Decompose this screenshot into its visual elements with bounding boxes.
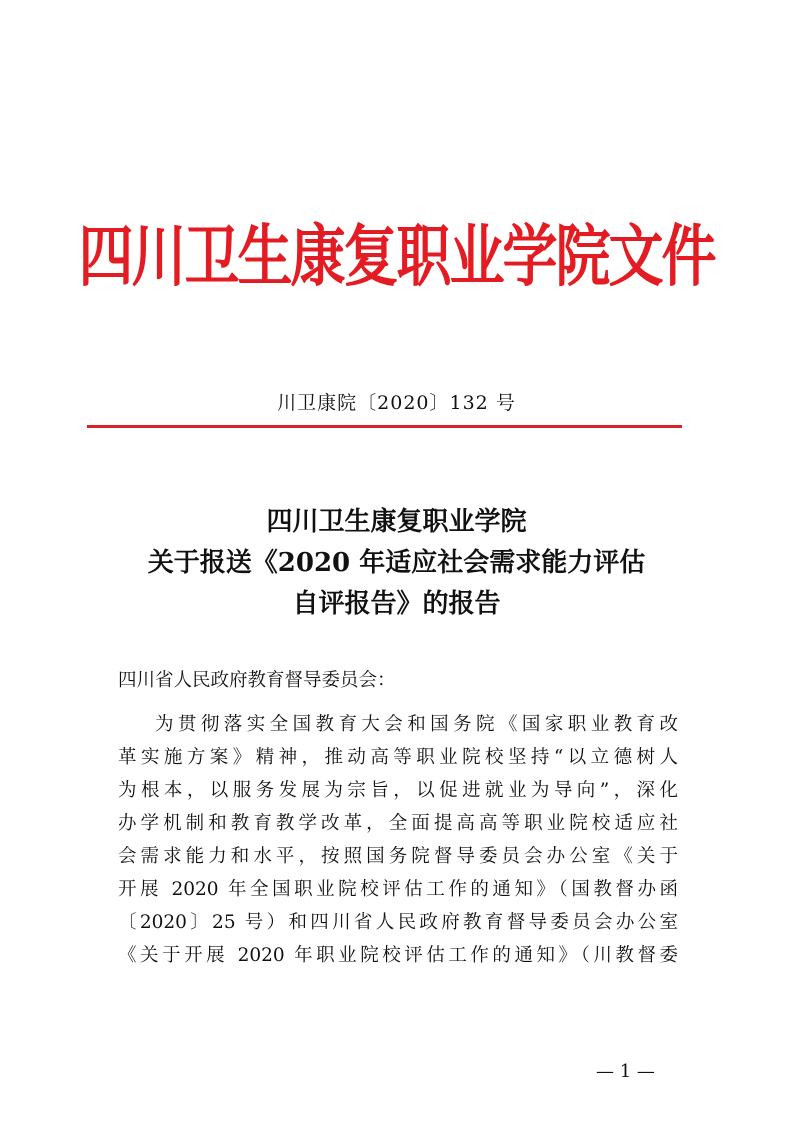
page-number: — 1 — [596,1061,655,1082]
report-title-line: 自评报告》的报告 [292,589,501,619]
body-line: 《关于开展 2020 年职业院校评估工作的通知》（川教督委 [118,945,678,966]
body-line: 〔2020〕25 号）和四川省人民政府教育督导委员会办公室 [118,912,678,933]
body-line: 办学机制和教育教学改革，全面提高高等职业院校适应社 [118,813,678,834]
report-title [0,502,793,625]
body-line: 为根本，以服务发展为宗旨，以促进就业为导向”，深化 [118,780,678,801]
salutation: 四川省人民政府教育督导委员会： [118,670,396,691]
document-number: 川卫康院〔2020〕132 号 [277,392,516,414]
report-title-line: 关于报送《2020 年适应社会需求能力评估 [147,548,646,578]
body-line: 为贯彻落实全国教育大会和国务院《国家职业教育改 [155,714,678,735]
body-line: 革实施方案》精神，推动高等职业院校坚持“以立德树人 [118,747,678,768]
body-line: 开展 2020 年全国职业院校评估工作的通知》（国教督办函 [118,879,678,900]
body-paragraph [118,708,678,972]
body-line: 会需求能力和水平，按照国务院督导委员会办公室《关于 [118,846,678,867]
header-red-rule [87,425,682,428]
report-title-line: 四川卫生康复职业学院 [266,507,527,537]
document-header-title: 四川卫生康复职业学院文件 [78,215,715,296]
